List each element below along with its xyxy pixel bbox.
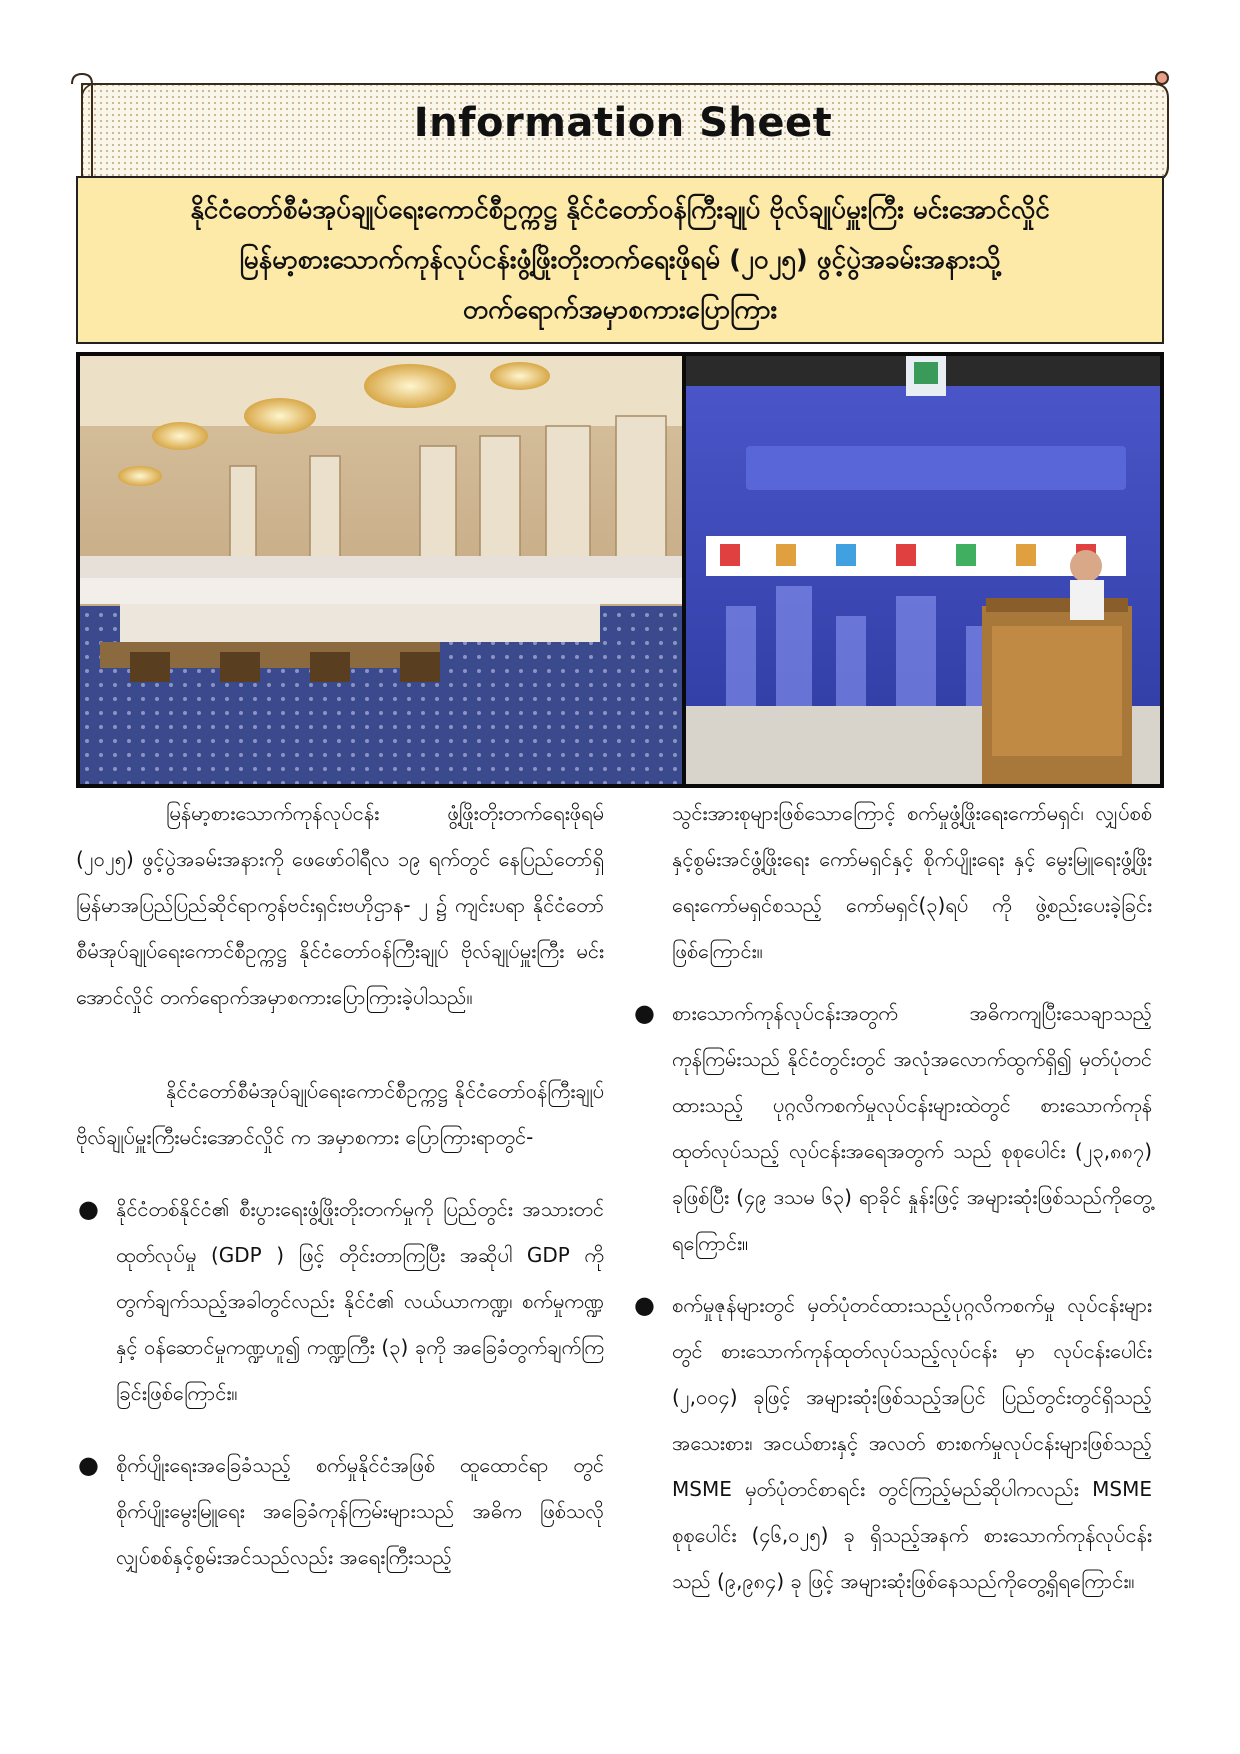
bullet-icon: ● — [78, 1451, 99, 1479]
lead-paragraph: နိုင်ငံတော်စီမံအုပ်ချုပ်ရေးကောင်စီဥက္ကဋ္ဌ နိုင်ငံတော်ဝန်ကြီးချုပ် ဗိုလ်ချုပ်မှူးကြီးမင်းအောင်လှိုင် က အမှာစကား ပြောကြားရာတွင်- — [76, 1079, 604, 1149]
photo-panel — [76, 352, 1164, 788]
headline-line: တက်ရောက်အမှာစကားပြောကြား — [462, 295, 778, 325]
bullet-icon: ● — [78, 1195, 99, 1223]
headline-line: နိုင်ငံတော်စီမံအုပ်ချုပ်ရေးကောင်စီဥက္ကဋ္ဌ နိုင်ငံတော်ဝန်ကြီးချုပ် ဗိုလ်ချုပ်မှူးကြီး မင်းအောင်လှိုင် — [190, 195, 1050, 225]
left-bullet-list — [76, 1186, 604, 1580]
headline-box — [76, 176, 1164, 344]
speaker-podium-photo — [686, 356, 1160, 784]
hall-audience-illustration — [80, 356, 682, 784]
bullet-icon: ● — [634, 1291, 655, 1319]
continuation-paragraph: သွင်းအားစုများဖြစ်သောကြောင့် စက်မှုဖွံ့ဖြိုးရေးကော်မရှင်၊ လျှပ်စစ်နှင့်စွမ်းအင်ဖွံ့ဖြိုးရေး ကော်မရှင်နှင့် စိုက်ပျိုးရေး နှင့် မွေးမြူရေးဖွံ့ဖြိုးရေးကော်မရှင်စသည့် ကော်မရှင်(၃)ရပ် ကို ဖွဲ့စည်းပေးခဲ့ခြင်းဖြစ်ကြောင်း။ — [672, 801, 1152, 963]
right-bullet-list — [632, 990, 1152, 1604]
list-item — [76, 1442, 604, 1580]
list-item — [632, 990, 1152, 1266]
left-column — [76, 790, 604, 1580]
headline-line: မြန်မာ့စားသောက်ကုန်လုပ်ငန်းဖွံ့ဖြိုးတိုးတက်ရေးဖိုရမ် (၂၀၂၅) ဖွင့်ပွဲအခမ်းအနားသို့ — [239, 245, 1001, 275]
hall-audience-photo — [80, 356, 682, 784]
intro-paragraph: မြန်မာ့စားသောက်ကုန်လုပ်ငန်း ဖွံ့ဖြိုးတိုးတက်ရေးဖိုရမ် (၂၀၂၅) ဖွင့်ပွဲအခမ်းအနားကို ဖေဖော်ဝါရီလ ၁၉ ရက်တွင် နေပြည်တော်ရှိ မြန်မာအပြည်ပြည်ဆိုင်ရာကွန်ဗင်းရှင်းဗဟိုဌာန- ၂ ၌ ကျင်းပရာ နိုင်ငံတော်စီမံအုပ်ချုပ်ရေးကောင်စီဥက္ကဋ္ဌ နိုင်ငံတော်ဝန်ကြီးချုပ် ဗိုလ်ချုပ်မှူးကြီး မင်းအောင်လှိုင် တက်ရောက်အမှာစကားပြောကြားခဲ့ပါသည်။ — [76, 801, 604, 1009]
bullet-text: စိုက်ပျိုးရေးအခြေခံသည့် စက်မှုနိုင်ငံအဖြစ် ထူထောင်ရာ တွင် စိုက်ပျိုးမွေးမြူရေး အခြေခံကုန်ကြမ်းများသည် အဓိက ဖြစ်သလို လျှပ်စစ်နှင့်စွမ်းအင်သည်လည်း အရေးကြီးသည့် — [116, 1453, 604, 1569]
bullet-text: စက်မှုဇုန်များတွင် မှတ်ပုံတင်ထားသည့်ပုဂ္ဂလိကစက်မှု လုပ်ငန်းများတွင် စားသောက်ကုန်ထုတ်လုပ်သည့်လုပ်ငန်း မှာ လုပ်ငန်းပေါင်း (၂,၀၀၄) ခုဖြင့် အများဆုံးဖြစ်သည့်အပြင် ပြည်တွင်းတွင်ရှိသည့် အသေးစား၊ အငယ်စားနှင့် အလတ် စားစက်မှုလုပ်ငန်းများဖြစ်သည့် MSME မှတ်ပုံတင်စာရင်း တွင်ကြည့်မည်ဆိုပါကလည်း MSME စုစုပေါင်း (၄၆,၀၂၅) ခု ရှိသည့်အနက် စားသောက်ကုန်လုပ်ငန်းသည် (၉,၉၈၄) ခု ဖြင့် အများဆုံးဖြစ်နေသည်ကိုတွေ့ရှိရကြောင်း။ — [672, 1293, 1152, 1593]
bullet-text: စားသောက်ကုန်လုပ်ငန်းအတွက် အဓိကကျပြီးသေချာသည့် ကုန်ကြမ်းသည် နိုင်ငံတွင်းတွင် အလုံအလောက်ထွက်ရှိ၍ မှတ်ပုံတင်ထားသည့် ပုဂ္ဂလိကစက်မှုလုပ်ငန်းများထဲတွင် စားသောက်ကုန်ထုတ်လုပ်သည့် လုပ်ငန်းအရေအတွက် သည် စုစုပေါင်း (၂၃,၈၈၇) ခုဖြစ်ပြီး (၄၉ ဒသမ ၆၃) ရာခိုင် နှုန်းဖြင့် အများဆုံးဖြစ်သည်ကိုတွေ့ရကြောင်း။ — [672, 1001, 1152, 1255]
list-item — [632, 1282, 1152, 1604]
bullet-text: နိုင်ငံတစ်နိုင်ငံ၏ စီးပွားရေးဖွံ့ဖြိုးတိုးတက်မှုကို ပြည်တွင်း အသားတင်ထုတ်လုပ်မှု (GDP ) ဖြင့် တိုင်းတာကြပြီး အဆိုပါ GDP ကို တွက်ချက်သည့်အခါတွင်လည်း နိုင်ငံ၏ လယ်ယာကဏ္ဍ၊ စက်မှုကဏ္ဍနှင့် ဝန်ဆောင်မှုကဏ္ဍဟူ၍ ကဏ္ဍကြီး (၃) ခုကို အခြေခံတွက်ချက်ကြခြင်းဖြစ်ကြောင်း။ — [116, 1197, 604, 1405]
banner-title: Information Sheet — [413, 100, 833, 146]
speaker-podium-illustration — [686, 356, 1160, 784]
list-item — [76, 1186, 604, 1416]
right-column — [632, 790, 1152, 1604]
bullet-icon: ● — [634, 999, 655, 1027]
banner — [68, 70, 1178, 188]
